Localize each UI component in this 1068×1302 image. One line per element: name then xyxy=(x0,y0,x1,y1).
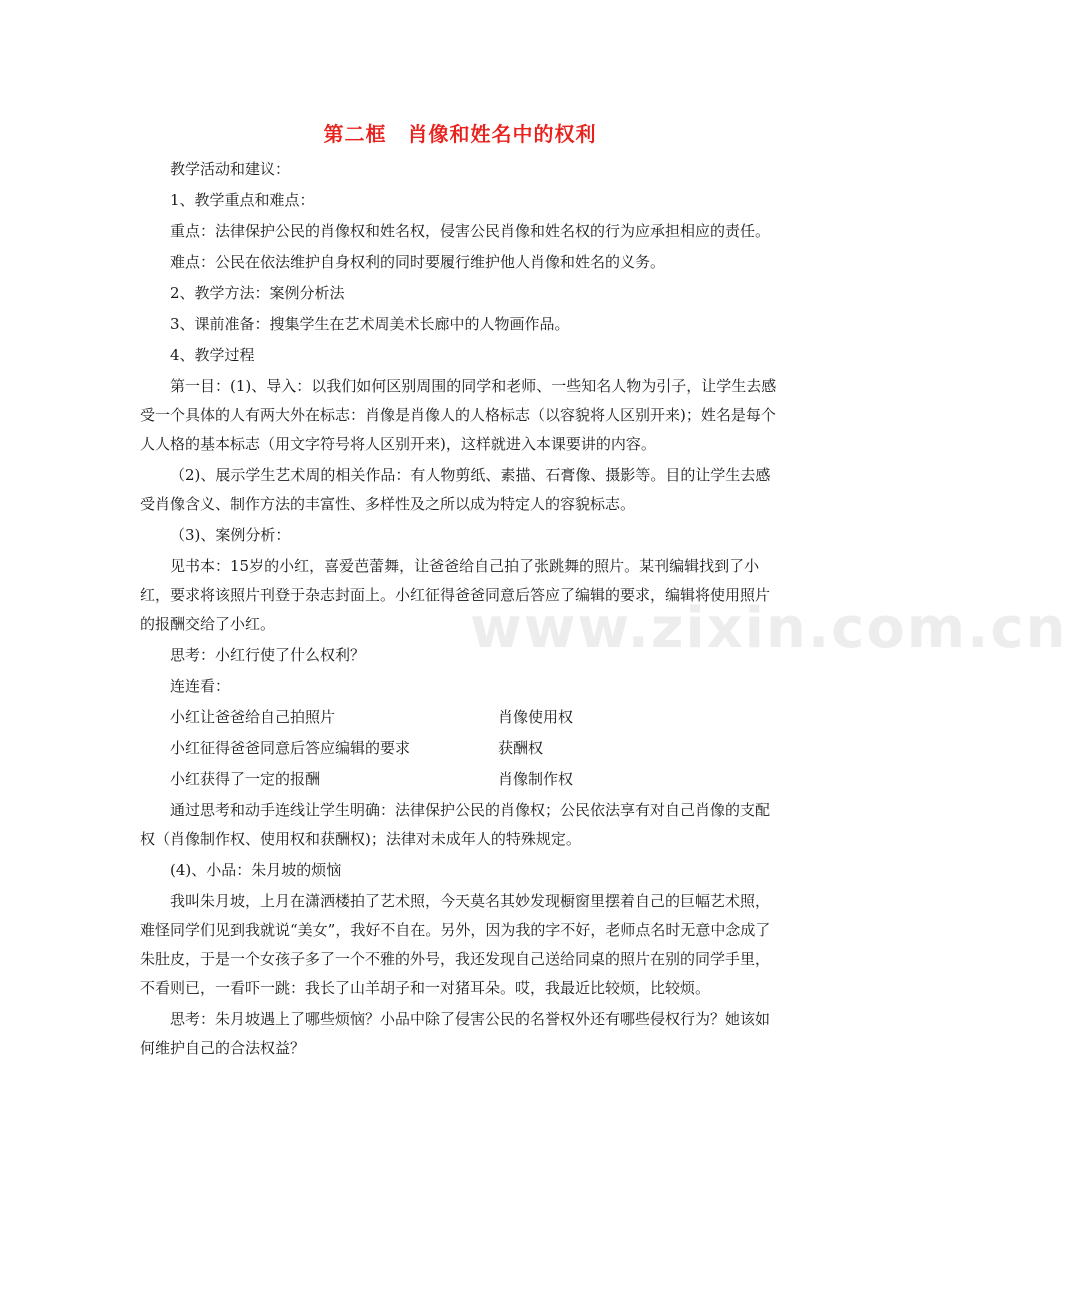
paragraph-key-point: 重点：法律保护公民的肖像权和姓名权，侵害公民肖像和姓名权的行为应承担相应的责任。 xyxy=(170,222,771,240)
paragraph-difficulty: 难点：公民在依法维护自身权利的同时要履行维护他人肖像和姓名的义务。 xyxy=(170,253,666,271)
paragraph-method: 2、教学方法：案例分析法 xyxy=(170,284,345,302)
match-row xyxy=(140,703,782,732)
paragraph-introduction: 第一目：(1)、导入：以我们如何区别周围的同学和老师、一些知名人物为引子，让学生去感受一个具体的人有两大外在标志：肖像是肖像人的人格标志（以容貌将人区别开来)；姓名是每个人人格的基本标志（用文字符号将人区别开来)，这样就进入本课要讲的内容。 xyxy=(140,377,777,453)
paragraph-think-2: 思考：朱月坡遇上了哪些烦恼？小品中除了侵害公民的名誉权外还有哪些侵权行为？她该如何维护自己的合法权益？ xyxy=(140,1010,771,1057)
paragraph-section-1: 1、教学重点和难点： xyxy=(170,191,315,209)
paragraph-process: 4、教学过程 xyxy=(170,346,255,364)
paragraph-conclusion: 通过思考和动手连线让学生明确：法律保护公民的肖像权；公民依法享有对自己肖像的支配权（肖像制作权、使用权和获酬权)；法律对未成年人的特殊规定。 xyxy=(140,801,771,848)
document-body xyxy=(140,155,782,1063)
watermark: www.zixin.com.cn xyxy=(470,596,1068,661)
match-right: 获酬权 xyxy=(498,739,544,757)
paragraph-display: （2)、展示学生艺术周的相关作品：有人物剪纸、素描、石膏像、摄影等。目的让学生去感受肖像含义、制作方法的丰富性、多样性及之所以成为特定人的容貌标志。 xyxy=(140,466,771,513)
match-row xyxy=(140,734,782,763)
paragraph-preparation: 3、课前准备：搜集学生在艺术周美术长廊中的人物画作品。 xyxy=(170,315,570,333)
match-right: 肖像使用权 xyxy=(498,708,574,726)
page-title: 第二框 肖像和姓名中的权利 xyxy=(323,122,597,146)
paragraph-think-1: 思考：小红行使了什么权利？ xyxy=(170,646,366,664)
paragraph-case-heading: （3)、案例分析： xyxy=(170,526,291,544)
paragraph-match-heading: 连连看： xyxy=(170,677,231,695)
paragraph-intro: 教学活动和建议： xyxy=(170,160,291,178)
paragraph-skit: 我叫朱月坡，上月在潇洒楼拍了艺术照，今天莫名其妙发现橱窗里摆着自己的巨幅艺术照，难怪同学们见到我就说“美女”，我好不自在。另外，因为我的字不好，老师点名时无意中念成了朱肚皮，于是一个女孩子多了一个不雅的外号，我还发现自己送给同桌的照片在别的同学手里，不看则已，一看吓一跳：我长了山羊胡子和一对猪耳朵。哎，我最近比较烦，比较烦。 xyxy=(140,892,771,997)
paragraph-skit-heading: (4)、小品：朱月坡的烦恼 xyxy=(170,861,342,879)
match-left: 小红获得了一定的报酬 xyxy=(170,770,321,788)
match-left: 小红征得爸爸同意后答应编辑的要求 xyxy=(170,739,411,757)
match-row xyxy=(140,765,782,794)
match-right: 肖像制作权 xyxy=(498,770,574,788)
paragraph-case: 见书本：15岁的小红，喜爱芭蕾舞，让爸爸给自己拍了张跳舞的照片。某刊编辑找到了小红，要求将该照片刊登于杂志封面上。小红征得爸爸同意后答应了编辑的要求，编辑将使用照片的报酬交给了小红。 xyxy=(140,557,771,633)
match-left: 小红让爸爸给自己拍照片 xyxy=(170,708,336,726)
